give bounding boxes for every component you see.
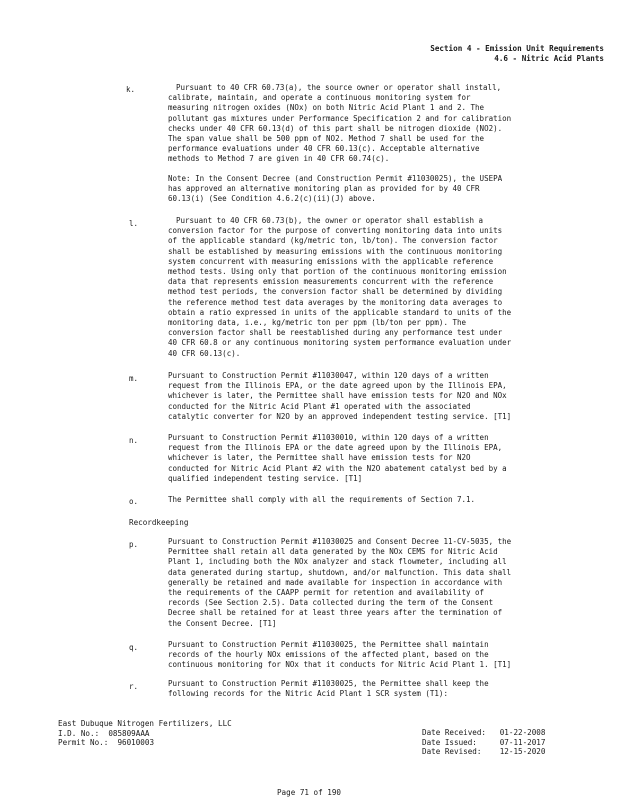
text-line: the reference method test data averages by the monitoring data averages to xyxy=(168,297,503,307)
item-letter-q: q. xyxy=(129,643,139,652)
text-line: pollutant gas mixtures under Performance Specification 2 and for calibration xyxy=(168,113,512,123)
subsection-title: 4.6 - Nitric Acid Plants xyxy=(494,54,604,63)
text-line: method tests. Using only that portion of the continuous monitoring emission xyxy=(168,267,507,277)
text-line: Pursuant to 40 CFR 60.73(a), the source owner or operator shall install, xyxy=(176,83,502,92)
text-line: conversion factor shall be reestablished during any performance test under xyxy=(168,328,503,338)
date-revised xyxy=(422,747,545,757)
text-line: Pursuant to 40 CFR 60.73(b), the owner or operator shall establish a xyxy=(176,216,484,225)
text-line: methods to Method 7 are given in 40 CFR 60.74(c). xyxy=(168,154,390,164)
text-line: Pursuant to Construction Permit #11030025, the Permittee shall keep the xyxy=(168,679,489,688)
text-line: checks under 40 CFR 60.13(d) of this part shall be nitrogen dioxide (NO2). xyxy=(168,123,503,133)
paragraph-r xyxy=(168,679,608,699)
paragraph-p xyxy=(168,537,608,629)
text-line: Pursuant to Construction Permit #11030010, within 120 days of a written xyxy=(168,433,489,442)
item-letter-r: r. xyxy=(129,682,139,691)
recordkeeping-heading: Recordkeeping xyxy=(129,518,189,527)
text-line: measuring nitrogen oxides (NOx) on both Nitric Acid Plant 1 and 2. The xyxy=(168,103,485,113)
revised-value: 12-15-2020 xyxy=(499,747,546,756)
received-value: 01-22-2008 xyxy=(499,728,546,737)
text-line: 40 CFR 60.8 or any continuous monitoring system performance evaluation under xyxy=(168,338,512,348)
permit-value: 96010003 xyxy=(117,738,155,747)
text-line: The span value shall be 500 ppm of NO2. Method 7 shall be used for the xyxy=(168,134,485,144)
paragraph-k xyxy=(168,83,608,165)
paragraph-q xyxy=(168,640,608,671)
text-line: system concurrent with measuring emissions with the applicable reference xyxy=(168,256,494,266)
note-k xyxy=(168,174,608,205)
text-line: the Consent Decree. [T1] xyxy=(168,618,277,628)
page-number: Page 71 of 190 xyxy=(276,788,341,797)
text-line: obtain a ratio expressed in units of the applicable standard to units of the xyxy=(168,307,512,317)
text-line: Pursuant to Construction Permit #11030025 and Consent Decree 11-CV-5035, the xyxy=(168,537,512,546)
item-letter-m: m. xyxy=(129,374,139,383)
text-line: Pursuant to Construction Permit #11030025, the Permittee shall maintain xyxy=(168,640,489,649)
company-name: East Dubuque Nitrogen Fertilizers, LLC xyxy=(58,719,232,728)
section-title: Section 4 - Emission Unit Requirements xyxy=(430,44,604,53)
text-line: data generated during startup, shutdown, and/or malfunction. This data shall xyxy=(168,567,512,577)
paragraph-o xyxy=(168,495,608,505)
received-label: Date Received: xyxy=(422,728,487,737)
note-line: 60.13(i) (See Condition 4.6.2(c)(ii)(J) above. xyxy=(168,194,376,204)
text-line: monitoring data, i.e., kg/metric ton per ppm (lb/ton per ppm). The xyxy=(168,318,467,328)
text-line: continuous monitoring for NOx that it conducts for Nitric Acid Plant 1. [T1] xyxy=(168,660,512,670)
text-line: Decree shall be retained for at least three years after the termination of xyxy=(168,608,503,618)
text-line: conversion factor for the purpose of converting monitoring data into units xyxy=(168,226,503,236)
note-line: Note: In the Consent Decree (and Construction Permit #11030025), the USEPA xyxy=(168,174,503,183)
id-value: 085809AAA xyxy=(108,728,150,738)
paragraph-n xyxy=(168,433,608,484)
text-line: whichever is later, the Permittee shall have emission tests for N2O xyxy=(168,453,471,463)
text-line: data that represents emission measurements concurrent with the reference xyxy=(168,277,494,287)
text-line: the requirements of the CAAPP permit for retention and availability of xyxy=(168,588,485,598)
text-line: catalytic converter for N2O by an approved independent testing service. [T1] xyxy=(168,411,512,421)
id-label: I.D. No.: xyxy=(58,728,100,738)
text-line: conducted for Nitric Acid Plant #2 with the N2O abatement catalyst bed by a xyxy=(168,463,507,473)
issued-label: Date Issued: xyxy=(422,737,477,747)
text-line: shall be established by measuring emissions with the continuous monitoring xyxy=(168,246,503,256)
text-line: qualified independent testing service. [T1] xyxy=(168,473,363,483)
text-line: request from the Illinois EPA or the date agreed upon by the Illinois EPA, xyxy=(168,443,503,453)
item-letter-k: k. xyxy=(126,85,136,94)
item-letter-o: o. xyxy=(129,497,139,506)
text-line: Pursuant to Construction Permit #11030047, within 120 days of a written xyxy=(168,371,489,380)
paragraph-l xyxy=(168,216,608,359)
text-line: of the applicable standard (kg/metric ton, lb/ton). The conversion factor xyxy=(168,236,498,246)
text-line: method test periods, the conversion factor shall be determined by dividing xyxy=(168,287,503,297)
item-letter-l: l. xyxy=(129,219,139,228)
date-issued xyxy=(422,738,545,748)
paragraph-m xyxy=(168,371,608,422)
permit-number xyxy=(58,738,232,748)
text-line: whichever is later, the Permittee shall have emission tests for N2O and NOx xyxy=(168,391,507,401)
section-header xyxy=(430,44,604,64)
text-line: performance evaluations under 40 CFR 60.13(c). Acceptable alternative xyxy=(168,144,480,154)
text-line: 40 CFR 60.13(c). xyxy=(168,348,241,358)
text-line: generally be retained and made available for inspection in accordance with xyxy=(168,577,503,587)
text-line: records of the hourly NOx emissions of the affected plant, based on the xyxy=(168,650,489,660)
text-line: Plant 1, including both the NOx analyzer and stack flowmeter, including all xyxy=(168,557,507,567)
text-line: calibrate, maintain, and operate a continuous monitoring system for xyxy=(168,93,471,103)
text-line: following records for the Nitric Acid Plant 1 SCR system (T1): xyxy=(168,689,448,699)
item-letter-p: p. xyxy=(129,540,139,549)
item-letter-n: n. xyxy=(129,436,139,445)
text-line: records (See Section 2.5). Data collected during the term of the Consent xyxy=(168,598,494,608)
text-line: request from the Illinois EPA, or the date agreed upon by the Illinois EPA, xyxy=(168,381,507,391)
footer-dates xyxy=(422,728,545,757)
revised-label: Date Revised: xyxy=(422,747,482,756)
text-line: The Permittee shall comply with all the requirements of Section 7.1. xyxy=(168,495,476,504)
text-line: conducted for the Nitric Acid Plant #1 operated with the associated xyxy=(168,401,471,411)
footer-facility-info xyxy=(58,719,232,748)
issued-value: 07-11-2017 xyxy=(499,737,546,747)
text-line: Permittee shall retain all data generated by the NOx CEMS for Nitric Acid xyxy=(168,547,498,557)
permit-label: Permit No.: xyxy=(58,738,109,747)
facility-id xyxy=(58,729,232,739)
note-line: has approved an alternative monitoring plan as provided for by 40 CFR xyxy=(168,184,480,194)
date-received xyxy=(422,728,545,738)
